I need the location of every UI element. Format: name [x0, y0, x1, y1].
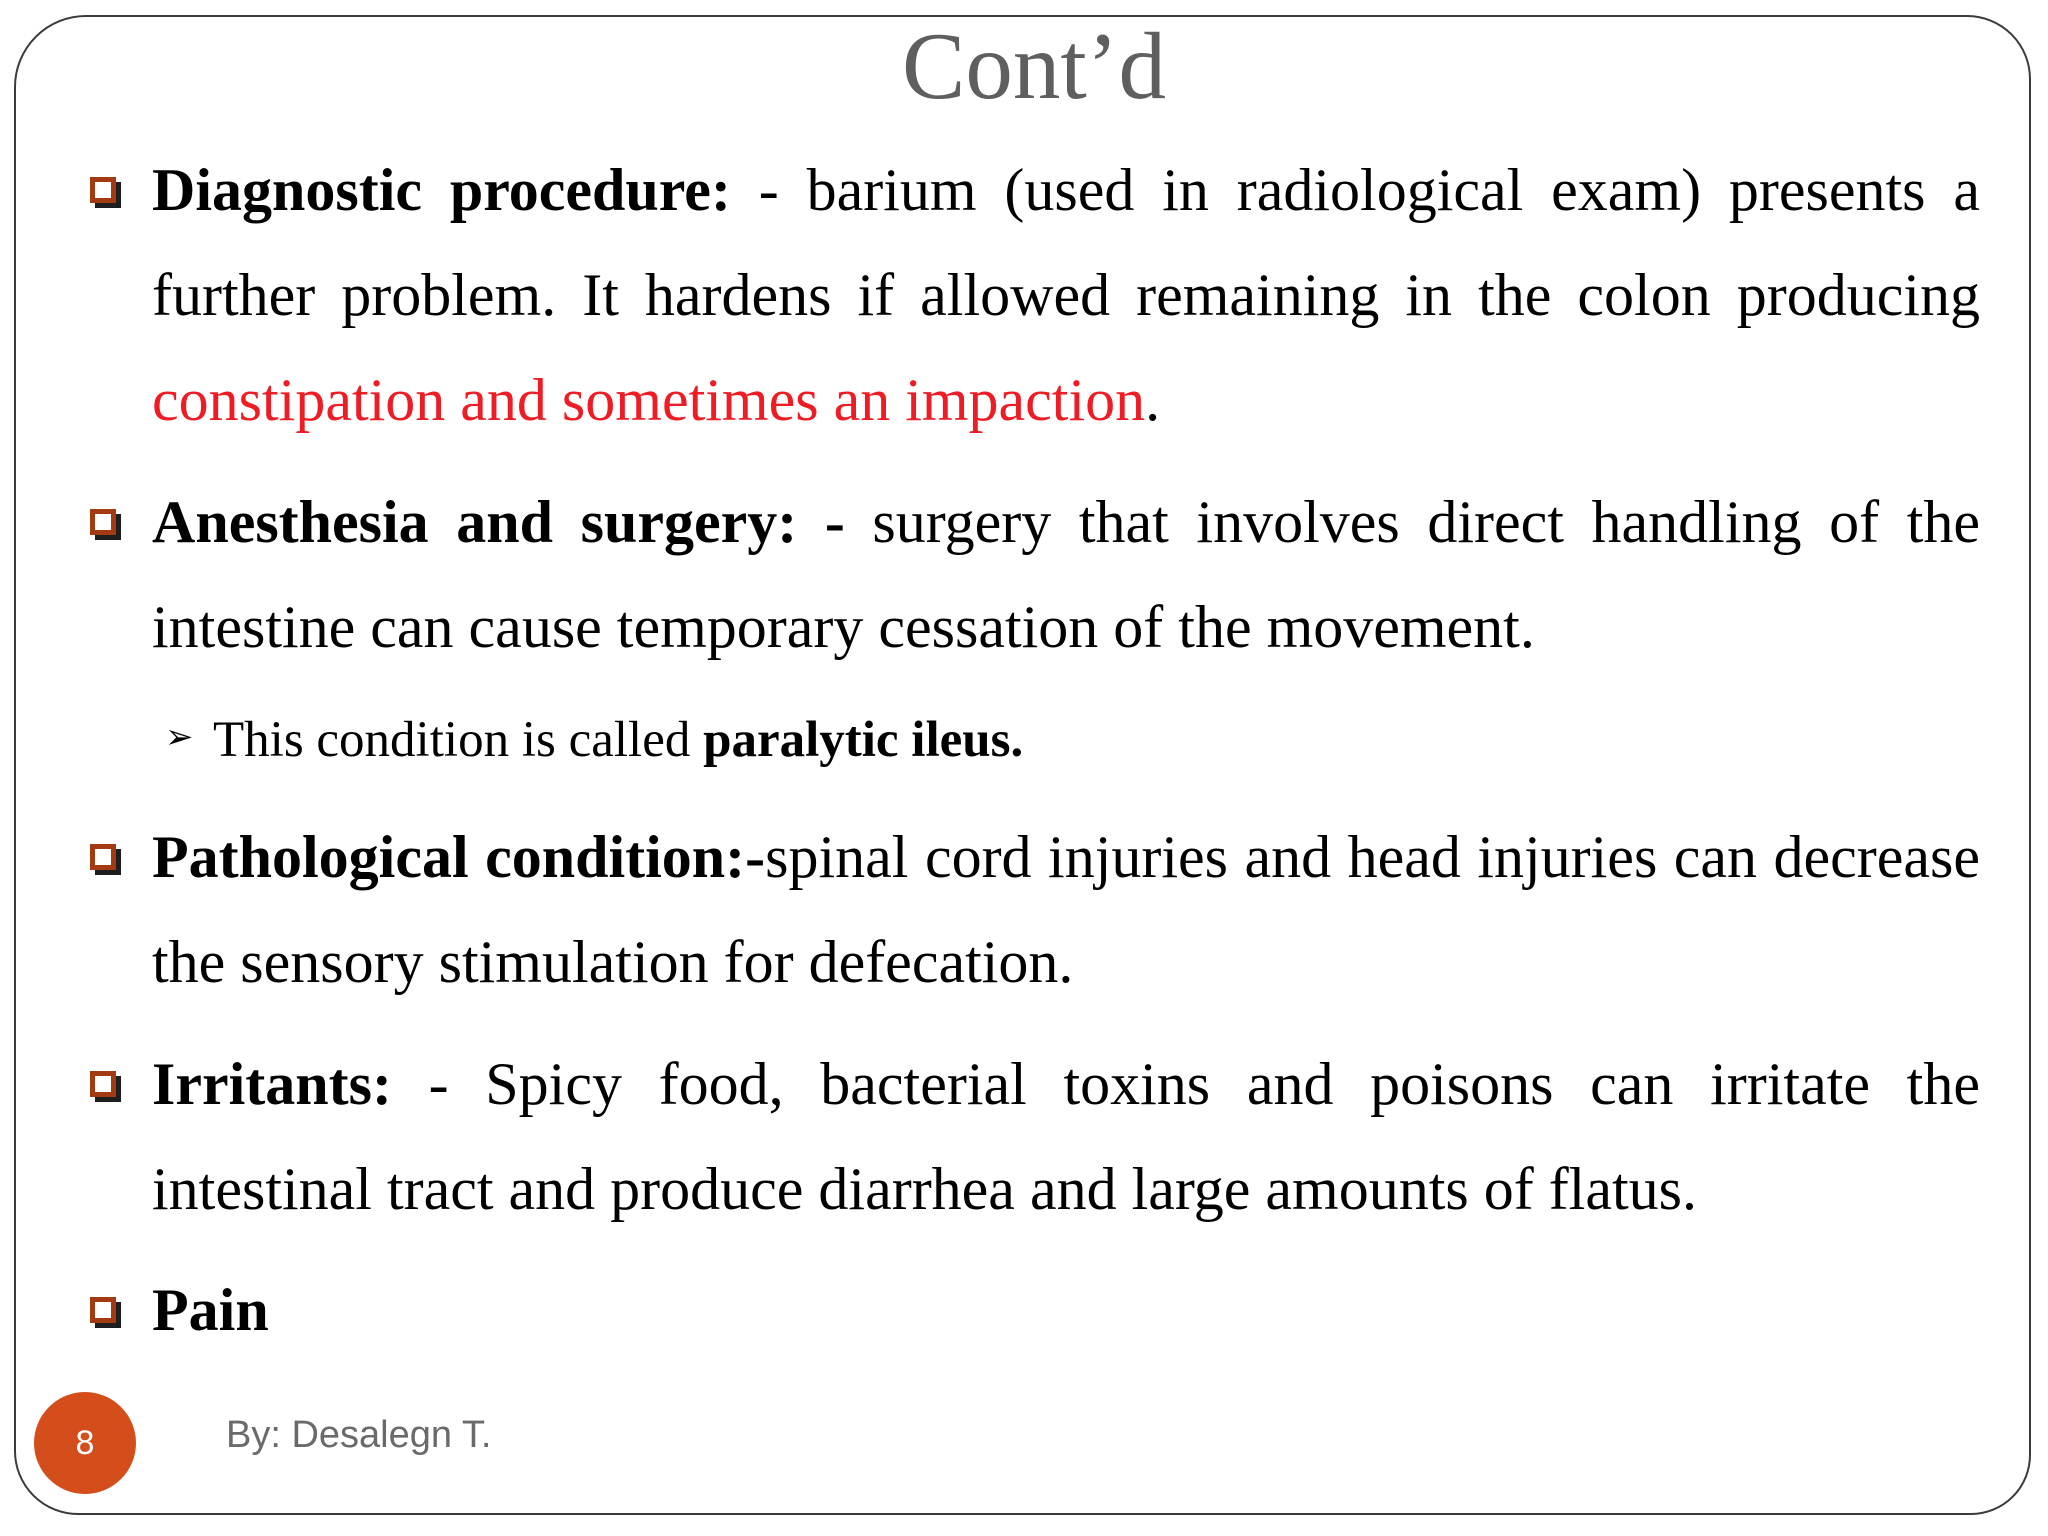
footer-author: By: Desalegn T. [226, 1414, 492, 1456]
bullet-body: spinal cord injuries and head injuries can decrease the sensory stimulation for defecation. [152, 824, 1980, 995]
sub-bullet-text: This condition is called [213, 712, 704, 768]
bullet-text [152, 1032, 1980, 1242]
checkbox-bullet-icon [90, 1297, 116, 1323]
arrow-bullet-icon: ➢ [165, 719, 194, 757]
page-number: 8 [75, 1423, 95, 1462]
bullet-heading: Pathological condition:- [152, 824, 766, 890]
bullet-text [152, 1258, 1980, 1363]
bullet-body: - Spicy food, bacterial toxins and poisons can irritate the intestinal tract and produce diarrhea and large amounts of flatus. [152, 1051, 1980, 1222]
bullet-body: surgery that involves direct handling of the intestine can cause temporary cessation of the movement. [152, 489, 1980, 660]
checkbox-bullet-icon [90, 509, 116, 535]
bullet-heading: Irritants: [152, 1051, 392, 1117]
bullet-heading: Diagnostic procedure: [152, 157, 731, 223]
checkbox-bullet-icon [90, 1071, 116, 1097]
bullet-body-end: . [1145, 367, 1161, 433]
bullet-text [152, 470, 1980, 680]
slide-title: Cont’d [902, 13, 1166, 119]
sub-bullet-bold: paralytic ileus. [703, 712, 1024, 768]
bullet-heading: Anesthesia and surgery: - [152, 489, 845, 555]
sub-bullet-paralytic-ileus [165, 705, 1865, 779]
checkbox-bullet-icon [90, 844, 116, 870]
bullet-text [152, 138, 1980, 453]
page-number-badge [34, 1392, 136, 1494]
bullet-body: - barium (used in radiological exam) presents a further problem. It hardens if allowed remaining in the colon producing [152, 157, 1980, 328]
highlighted-text: constipation and sometimes an impaction [152, 367, 1146, 433]
bullet-heading: Pain [152, 1277, 269, 1343]
bullet-text [152, 805, 1980, 1015]
checkbox-bullet-icon [90, 177, 116, 203]
